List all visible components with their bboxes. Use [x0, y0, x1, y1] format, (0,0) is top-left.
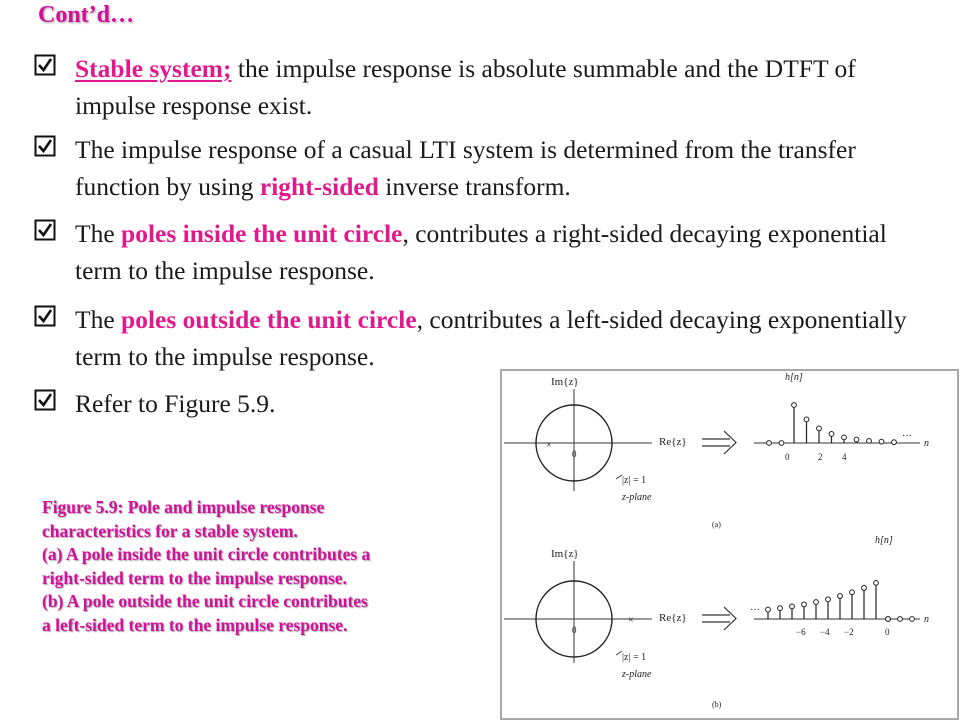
- tick-label: −2: [844, 627, 854, 637]
- stem-plot-b: [766, 580, 915, 621]
- bullet-text: Stable system; the impulse response is absolute summable and the DTFT of impulse response exist.: [75, 54, 856, 120]
- checkbox-checked-icon: [34, 389, 56, 411]
- bullet-text: The poles outside the unit circle, contributes a left-sided decaying exponentially term to the impulse response.: [75, 305, 907, 371]
- zero-sample: [886, 617, 891, 622]
- impulse-sample: [892, 440, 897, 445]
- tick-label: −4: [820, 627, 830, 637]
- tick-label: 0: [885, 627, 890, 637]
- im-axis-label: Im{z}: [551, 376, 579, 388]
- impulse-sample: [790, 604, 795, 609]
- implies-arrow-icon: [702, 431, 736, 454]
- pole-impulse-figure: [502, 371, 957, 718]
- z-plane-label: z-plane: [622, 669, 652, 680]
- stem-plot-a: [767, 403, 897, 446]
- panel-b: [504, 535, 929, 709]
- tick-label: 4: [842, 452, 847, 462]
- highlight-term: poles inside the unit circle: [121, 219, 403, 248]
- impulse-sample: [867, 438, 872, 443]
- impulse-sample: [862, 586, 867, 591]
- checkbox-checked-icon: [34, 219, 56, 241]
- continuation-dots: ···: [902, 431, 912, 442]
- h-n-label: h[n]: [785, 372, 803, 383]
- z-plane-label: z-plane: [622, 492, 652, 503]
- bullet-text: The impulse response of a casual LTI system is determined from the transfer function by using right-sided inverse transform.: [75, 135, 856, 201]
- figure-5-9: [500, 369, 959, 720]
- impulse-sample: [879, 439, 884, 444]
- zero-sample: [779, 441, 784, 446]
- tick-label: −6: [796, 627, 806, 637]
- zero-sample: [898, 617, 903, 622]
- implies-arrow-icon: [702, 607, 736, 630]
- im-axis-label: Im{z}: [551, 548, 579, 560]
- pole-marker: ×: [546, 440, 552, 451]
- impulse-sample: [814, 600, 819, 605]
- bullet-text: The poles inside the unit circle, contributes a right-sided decaying exponential term to the impulse response.: [75, 219, 887, 285]
- h-n-label: h[n]: [875, 535, 893, 546]
- figure-caption: Figure 5.9: Pole and impulse response characteristics for a stable system. (a) A pole inside the unit circle contributes a right-sided term to the impulse response. (b) A pole outside the unit circle contributes a left-sided term to the impulse response.: [42, 497, 371, 635]
- highlight-term: poles outside the unit circle: [121, 305, 417, 334]
- continuation-dots: ···: [750, 605, 760, 616]
- impulse-sample: [802, 602, 807, 607]
- tick-label: 2: [818, 452, 823, 462]
- impulse-sample: [842, 435, 847, 440]
- panel-tag: (b): [712, 700, 722, 709]
- n-axis-label: n: [924, 438, 929, 449]
- checkbox-checked-icon: [34, 305, 56, 327]
- pole-marker: ×: [628, 615, 634, 626]
- unit-circle-label: |z| = 1: [622, 652, 647, 663]
- impulse-sample: [804, 417, 809, 422]
- tick-label: 0: [785, 452, 790, 462]
- origin-label: 0: [572, 625, 577, 635]
- n-axis-label: n: [924, 614, 929, 625]
- impulse-sample: [817, 426, 822, 431]
- impulse-sample: [838, 594, 843, 599]
- impulse-sample: [826, 597, 831, 602]
- stable-system-term: Stable system;: [75, 54, 232, 83]
- panel-tag: (a): [712, 520, 721, 529]
- impulse-sample: [829, 432, 834, 437]
- unit-circle-label: |z| = 1: [622, 475, 647, 486]
- impulse-sample: [792, 403, 797, 408]
- impulse-sample: [778, 606, 783, 611]
- checkbox-checked-icon: [34, 135, 56, 157]
- bullet-text: Refer to Figure 5.9.: [75, 389, 276, 418]
- panel-a: [504, 372, 929, 529]
- origin-label: 0: [572, 449, 577, 459]
- impulse-sample: [850, 590, 855, 595]
- slide-title: Cont’d…: [38, 2, 135, 28]
- zero-sample: [767, 441, 772, 446]
- re-axis-label: Re{z}: [659, 612, 687, 624]
- re-axis-label: Re{z}: [659, 436, 687, 448]
- checkbox-checked-icon: [34, 54, 56, 76]
- impulse-sample: [766, 607, 771, 612]
- impulse-sample: [854, 437, 859, 442]
- highlight-term: right-sided: [259, 172, 379, 201]
- zero-sample: [910, 617, 915, 622]
- impulse-sample: [874, 580, 879, 585]
